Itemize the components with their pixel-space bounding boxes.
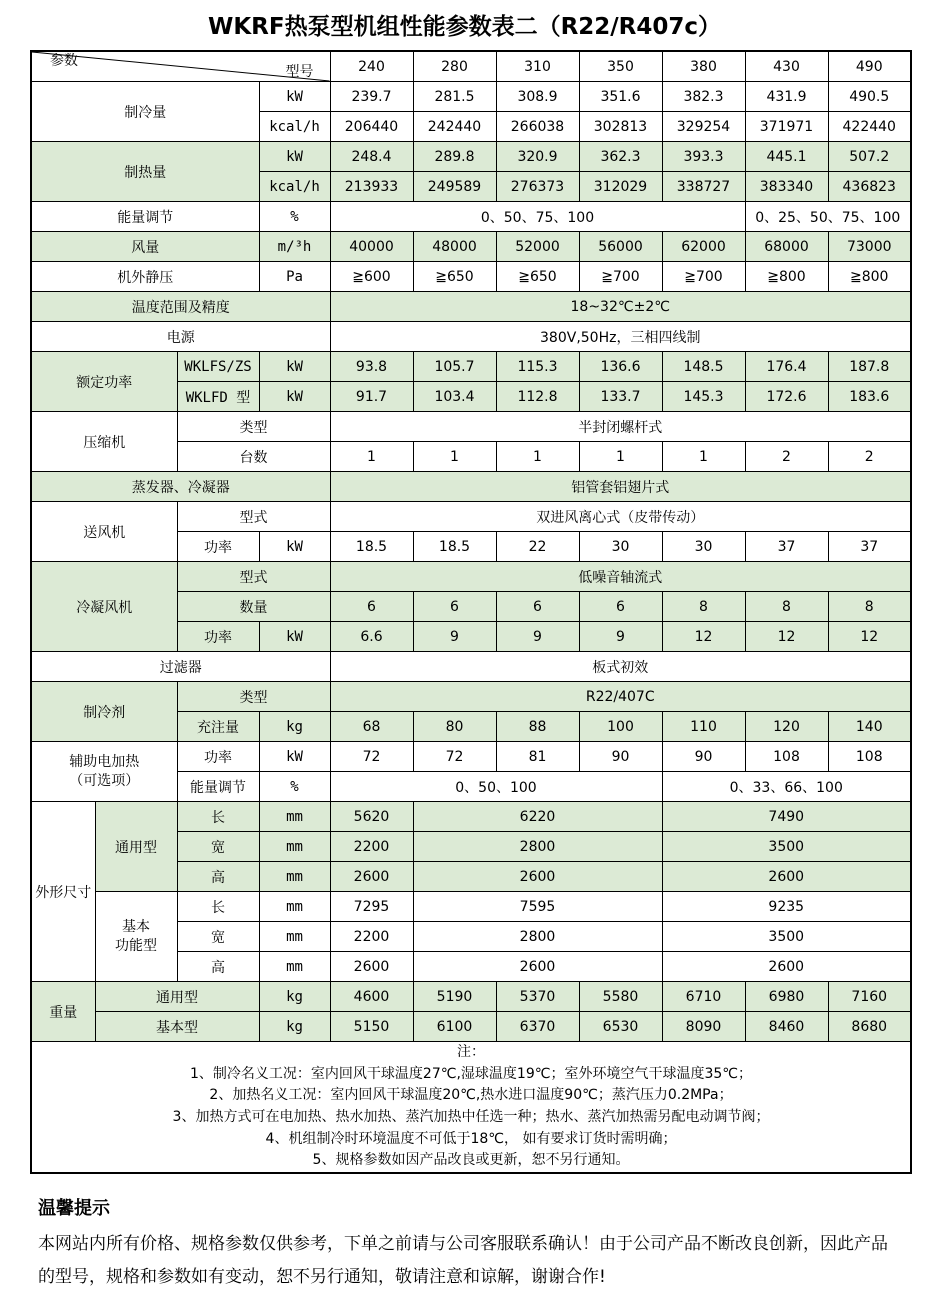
unit-mm: mm — [259, 802, 330, 832]
cooling-kcal-value: 266038 — [496, 112, 579, 142]
sub-label-width: 宽 — [177, 832, 259, 862]
row-label-refrigerant: 制冷剂 — [31, 682, 177, 742]
unit-mm: mm — [259, 832, 330, 862]
heating-kw-value: 507.2 — [828, 142, 911, 172]
airflow-value: 73000 — [828, 232, 911, 262]
refrigerant-type-value: R22/407C — [330, 682, 911, 712]
row-label-temp-range: 温度范围及精度 — [31, 292, 330, 322]
heating-kcal-value: 249589 — [413, 172, 496, 202]
dim-basic-width-value: 3500 — [662, 922, 911, 952]
weight-general-value: 5370 — [496, 982, 579, 1012]
row-label-filter: 过滤器 — [31, 652, 330, 682]
rated-wklfs-value: 105.7 — [413, 352, 496, 382]
static-pressure-value: ≧600 — [330, 262, 413, 292]
dim-general-length-value: 7490 — [662, 802, 911, 832]
row-label-energy-adjust: 能量调节 — [31, 202, 259, 232]
weight-basic-value: 8460 — [745, 1012, 828, 1042]
static-pressure-value: ≧800 — [828, 262, 911, 292]
row-label-aux-heater — [31, 742, 177, 802]
unit-kw: kW — [259, 622, 330, 652]
rated-wklfd-value: 172.6 — [745, 382, 828, 412]
row-label-condenser-fan: 冷凝风机 — [31, 562, 177, 652]
cooling-kcal-value: 302813 — [579, 112, 662, 142]
page-title: WKRF热泵型机组性能参数表二（R22/R407c） — [207, 14, 722, 40]
sub-label-quantity: 数量 — [177, 592, 330, 622]
rated-wklfs-value: 148.5 — [662, 352, 745, 382]
filter-row — [31, 652, 911, 682]
heating-kcal-value: 213933 — [330, 172, 413, 202]
rated-wklfd-value: 183.6 — [828, 382, 911, 412]
tip-body: 本网站内所有价格、规格参数仅供参考，下单之前请与公司客服联系确认！由于公司产品不断改良创新，因此产品的型号，规格和参数如有变动，恕不另行通知，敬请注意和谅解，谢谢合作! — [38, 1234, 888, 1288]
condenser-fan-power-value: 12 — [828, 622, 911, 652]
dim-general-width-value: 3500 — [662, 832, 911, 862]
row-label-evaporator: 蒸发器、冷凝器 — [31, 472, 330, 502]
power-supply-value: 380V,50Hz，三相四线制 — [330, 322, 911, 352]
row-label-rated-power: 额定功率 — [31, 352, 177, 412]
refrigerant-charge-value: 100 — [579, 712, 662, 742]
sub-label-basic-func-type — [95, 892, 177, 982]
sub-label-wklfd: WKLFD 型 — [177, 382, 259, 412]
evaporator-value: 铝管套铝翅片式 — [330, 472, 911, 502]
sub-label-general-type: 通用型 — [95, 982, 259, 1012]
weight-basic-value: 5150 — [330, 1012, 413, 1042]
row-label-static-pressure: 机外静压 — [31, 262, 259, 292]
heating-kw-value: 445.1 — [745, 142, 828, 172]
condenser-fan-power-value: 12 — [745, 622, 828, 652]
static-pressure-value: ≧800 — [745, 262, 828, 292]
sub-label-power: 功率 — [177, 622, 259, 652]
header-row — [31, 51, 911, 82]
cooling-kw-value: 308.9 — [496, 82, 579, 112]
weight-general-value: 5190 — [413, 982, 496, 1012]
diagonal-header-cell — [31, 51, 330, 82]
unit-pa: Pa — [259, 262, 330, 292]
aux-power-value: 108 — [828, 742, 911, 772]
compressor-qty-value: 1 — [579, 442, 662, 472]
heating-kcal-value: 338727 — [662, 172, 745, 202]
note-line: 1、制冷名义工况：室内回风干球温度27℃,湿球温度19℃；室外环境空气干球温度35℃； — [190, 1065, 752, 1082]
dim-basic-height-value: 2600 — [413, 952, 662, 982]
rated-wklfd-value: 91.7 — [330, 382, 413, 412]
static-pressure-value: ≧650 — [413, 262, 496, 292]
sub-label-length: 长 — [177, 892, 259, 922]
sub-label-basic-type: 基本型 — [95, 1012, 259, 1042]
unit-kcalh: kcal/h — [259, 112, 330, 142]
dim-basic-length-value: 7595 — [413, 892, 662, 922]
unit-kg: kg — [259, 712, 330, 742]
supply-fan-power-value: 37 — [828, 532, 911, 562]
unit-kg: kg — [259, 1012, 330, 1042]
supply-fan-power-value: 30 — [579, 532, 662, 562]
rated-wklfs-value: 176.4 — [745, 352, 828, 382]
dim-basic-length-value: 9235 — [662, 892, 911, 922]
model-header: 490 — [828, 51, 911, 82]
compressor-qty-value: 2 — [745, 442, 828, 472]
airflow-value: 40000 — [330, 232, 413, 262]
unit-mm: mm — [259, 922, 330, 952]
rated-wklfs-value: 136.6 — [579, 352, 662, 382]
rated-wklfs-value: 115.3 — [496, 352, 579, 382]
unit-kw: kW — [259, 532, 330, 562]
note-line: 3、加热方式可在电加热、热水加热、蒸汽加热中任选一种；热水、蒸汽加热需另配电动调节阀； — [172, 1109, 770, 1126]
refrigerant-charge-value: 88 — [496, 712, 579, 742]
energy-adjust-value: 0、25、50、75、100 — [745, 202, 911, 232]
row-label-airflow: 风量 — [31, 232, 259, 262]
weight-general-value: 4600 — [330, 982, 413, 1012]
dim-general-width-value: 2800 — [413, 832, 662, 862]
condenser-fan-qty-value: 8 — [745, 592, 828, 622]
rated-power-wklfs-row — [31, 352, 911, 382]
energy-adjust-value: 0、50、75、100 — [330, 202, 745, 232]
basic-func-label-line2: 功能型 — [115, 937, 157, 954]
supply-fan-power-value: 22 — [496, 532, 579, 562]
sub-label-power: 功率 — [177, 532, 259, 562]
compressor-qty-value: 1 — [662, 442, 745, 472]
dim-basic-height-value: 2600 — [662, 952, 911, 982]
model-axis-label: 型号 — [285, 64, 314, 80]
note-line: 4、机组制冷时环境温度不可低于18℃， 如有要求订货时需明确； — [265, 1130, 677, 1147]
row-label-cooling: 制冷量 — [31, 82, 259, 142]
dim-basic-width-value: 2800 — [413, 922, 662, 952]
heating-kw-row — [31, 142, 911, 172]
heating-kcal-value: 436823 — [828, 172, 911, 202]
dim-general-height-value: 2600 — [330, 862, 413, 892]
heating-kw-value: 362.3 — [579, 142, 662, 172]
compressor-qty-value: 1 — [330, 442, 413, 472]
unit-kg: kg — [259, 982, 330, 1012]
supply-fan-type-value: 双进风离心式（皮带传动） — [330, 502, 911, 532]
airflow-value: 52000 — [496, 232, 579, 262]
row-label-supply-fan: 送风机 — [31, 502, 177, 562]
airflow-row — [31, 232, 911, 262]
unit-kcalh: kcal/h — [259, 172, 330, 202]
aux-heater-label-line2: （可选项） — [69, 772, 140, 789]
tip-section — [38, 1194, 898, 1294]
supply-fan-power-value: 18.5 — [413, 532, 496, 562]
cooling-kw-value: 490.5 — [828, 82, 911, 112]
aux-energy-adjust-value: 0、33、66、100 — [662, 772, 911, 802]
weight-general-value: 7160 — [828, 982, 911, 1012]
heating-kcal-value: 312029 — [579, 172, 662, 202]
compressor-type-value: 半封闭螺杆式 — [330, 412, 911, 442]
condenser-fan-power-value: 9 — [496, 622, 579, 652]
tip-heading: 温馨提示 — [38, 1198, 110, 1220]
unit-kw: kW — [259, 352, 330, 382]
condenser-fan-qty-value: 8 — [662, 592, 745, 622]
compressor-type-row — [31, 412, 911, 442]
weight-general-value: 6710 — [662, 982, 745, 1012]
model-header: 380 — [662, 51, 745, 82]
condenser-fan-qty-value: 6 — [579, 592, 662, 622]
unit-kw: kW — [259, 82, 330, 112]
refrigerant-charge-value: 80 — [413, 712, 496, 742]
heating-kw-value: 289.8 — [413, 142, 496, 172]
notes-heading: 注： — [457, 1044, 485, 1060]
dim-basic-length-row — [31, 892, 911, 922]
dim-general-length-value: 5620 — [330, 802, 413, 832]
row-label-weight: 重量 — [31, 982, 95, 1042]
notes-box — [31, 1042, 911, 1174]
dim-basic-width-value: 2200 — [330, 922, 413, 952]
notes-row — [31, 1042, 911, 1174]
unit-percent: % — [259, 772, 330, 802]
condenser-fan-power-value: 9 — [413, 622, 496, 652]
energy-adjust-row — [31, 202, 911, 232]
cooling-kw-row — [31, 82, 911, 112]
heating-kcal-value: 276373 — [496, 172, 579, 202]
aux-energy-adjust-value: 0、50、100 — [330, 772, 662, 802]
aux-power-value: 90 — [662, 742, 745, 772]
unit-percent: % — [259, 202, 330, 232]
cooling-kw-value: 239.7 — [330, 82, 413, 112]
model-header: 350 — [579, 51, 662, 82]
model-header: 280 — [413, 51, 496, 82]
temp-range-value: 18~32℃±2℃ — [330, 292, 911, 322]
aux-power-value: 72 — [330, 742, 413, 772]
sub-label-type: 类型 — [177, 412, 330, 442]
cooling-kw-value: 431.9 — [745, 82, 828, 112]
power-supply-row — [31, 322, 911, 352]
unit-mm: mm — [259, 952, 330, 982]
sub-label-height: 高 — [177, 952, 259, 982]
static-pressure-value: ≧700 — [579, 262, 662, 292]
supply-fan-power-value: 30 — [662, 532, 745, 562]
weight-basic-row — [31, 1012, 911, 1042]
sub-label-unit-count: 台数 — [177, 442, 330, 472]
weight-basic-value: 6100 — [413, 1012, 496, 1042]
aux-power-value: 108 — [745, 742, 828, 772]
model-header: 430 — [745, 51, 828, 82]
dim-general-width-value: 2200 — [330, 832, 413, 862]
condenser-fan-power-value: 12 — [662, 622, 745, 652]
dim-basic-length-value: 7295 — [330, 892, 413, 922]
row-label-dimensions: 外形尺寸 — [31, 802, 95, 982]
condenser-fan-qty-value: 8 — [828, 592, 911, 622]
model-header: 240 — [330, 51, 413, 82]
dim-general-length-value: 6220 — [413, 802, 662, 832]
dim-general-length-row — [31, 802, 911, 832]
weight-general-value: 5580 — [579, 982, 662, 1012]
airflow-value: 56000 — [579, 232, 662, 262]
static-pressure-value: ≧650 — [496, 262, 579, 292]
cooling-kcal-value: 206440 — [330, 112, 413, 142]
sub-label-length: 长 — [177, 802, 259, 832]
param-axis-label: 参数 — [50, 53, 78, 69]
heating-kw-value: 393.3 — [662, 142, 745, 172]
condenser-fan-type-value: 低噪音轴流式 — [330, 562, 911, 592]
airflow-value: 68000 — [745, 232, 828, 262]
refrigerant-charge-value: 120 — [745, 712, 828, 742]
basic-func-label-line1: 基本 — [122, 918, 150, 935]
rated-wklfd-value: 133.7 — [579, 382, 662, 412]
unit-mm: mm — [259, 892, 330, 922]
heating-kw-value: 248.4 — [330, 142, 413, 172]
cooling-kcal-value: 329254 — [662, 112, 745, 142]
aux-power-value: 81 — [496, 742, 579, 772]
unit-m3h: m/³h — [259, 232, 330, 262]
sub-label-power: 功率 — [177, 742, 259, 772]
compressor-qty-value: 2 — [828, 442, 911, 472]
aux-heater-power-row — [31, 742, 911, 772]
airflow-value: 62000 — [662, 232, 745, 262]
rated-wklfs-value: 187.8 — [828, 352, 911, 382]
condenser-fan-qty-value: 6 — [496, 592, 579, 622]
cooling-kcal-value: 242440 — [413, 112, 496, 142]
compressor-qty-value: 1 — [496, 442, 579, 472]
rated-wklfd-value: 145.3 — [662, 382, 745, 412]
heating-kcal-value: 383340 — [745, 172, 828, 202]
sub-label-energy-adjust: 能量调节 — [177, 772, 259, 802]
static-pressure-value: ≧700 — [662, 262, 745, 292]
rated-wklfs-value: 93.8 — [330, 352, 413, 382]
sub-label-general-type: 通用型 — [95, 802, 177, 892]
row-label-heating: 制热量 — [31, 142, 259, 202]
condenser-fan-qty-value: 6 — [330, 592, 413, 622]
weight-basic-value: 6530 — [579, 1012, 662, 1042]
unit-kw: kW — [259, 142, 330, 172]
condenser-fan-power-value: 6.6 — [330, 622, 413, 652]
weight-basic-value: 8090 — [662, 1012, 745, 1042]
static-pressure-row — [31, 262, 911, 292]
unit-kw: kW — [259, 742, 330, 772]
cooling-kw-value: 351.6 — [579, 82, 662, 112]
rated-wklfd-value: 112.8 — [496, 382, 579, 412]
supply-fan-type-row — [31, 502, 911, 532]
supply-fan-power-value: 37 — [745, 532, 828, 562]
dim-basic-height-value: 2600 — [330, 952, 413, 982]
refrigerant-charge-value: 140 — [828, 712, 911, 742]
weight-general-row — [31, 982, 911, 1012]
sub-label-width: 宽 — [177, 922, 259, 952]
weight-basic-value: 6370 — [496, 1012, 579, 1042]
airflow-value: 48000 — [413, 232, 496, 262]
cooling-kw-value: 382.3 — [662, 82, 745, 112]
note-line: 2、加热名义工况：室内回风干球温度20℃,热水进口温度90℃；蒸汽压力0.2MPa； — [209, 1087, 733, 1104]
cooling-kcal-value: 371971 — [745, 112, 828, 142]
temp-range-row — [31, 292, 911, 322]
sub-label-fan-type: 型式 — [177, 562, 330, 592]
weight-general-value: 6980 — [745, 982, 828, 1012]
aux-power-value: 90 — [579, 742, 662, 772]
dim-general-height-value: 2600 — [413, 862, 662, 892]
row-label-power-supply: 电源 — [31, 322, 330, 352]
condenser-fan-type-row — [31, 562, 911, 592]
condenser-fan-qty-value: 6 — [413, 592, 496, 622]
aux-heater-label-line1: 辅助电加热 — [69, 753, 140, 770]
note-line: 5、规格参数如因产品改良或更新，恕不另行通知。 — [312, 1152, 630, 1169]
supply-fan-power-value: 18.5 — [330, 532, 413, 562]
unit-kw: kW — [259, 382, 330, 412]
refrigerant-charge-value: 110 — [662, 712, 745, 742]
model-header: 310 — [496, 51, 579, 82]
row-label-compressor: 压缩机 — [31, 412, 177, 472]
dim-general-height-value: 2600 — [662, 862, 911, 892]
rated-wklfd-value: 103.4 — [413, 382, 496, 412]
weight-basic-value: 8680 — [828, 1012, 911, 1042]
sub-label-type: 类型 — [177, 682, 330, 712]
refrigerant-type-row — [31, 682, 911, 712]
compressor-qty-value: 1 — [413, 442, 496, 472]
sub-label-wklfs: WKLFS/ZS — [177, 352, 259, 382]
sub-label-fan-type: 型式 — [177, 502, 330, 532]
cooling-kcal-value: 422440 — [828, 112, 911, 142]
condenser-fan-power-value: 9 — [579, 622, 662, 652]
aux-power-value: 72 — [413, 742, 496, 772]
sub-label-charge: 充注量 — [177, 712, 259, 742]
evaporator-row — [31, 472, 911, 502]
sub-label-height: 高 — [177, 862, 259, 892]
refrigerant-charge-value: 68 — [330, 712, 413, 742]
heating-kw-value: 320.9 — [496, 142, 579, 172]
spec-table — [30, 50, 912, 1174]
filter-value: 板式初效 — [330, 652, 911, 682]
cooling-kw-value: 281.5 — [413, 82, 496, 112]
unit-mm: mm — [259, 862, 330, 892]
